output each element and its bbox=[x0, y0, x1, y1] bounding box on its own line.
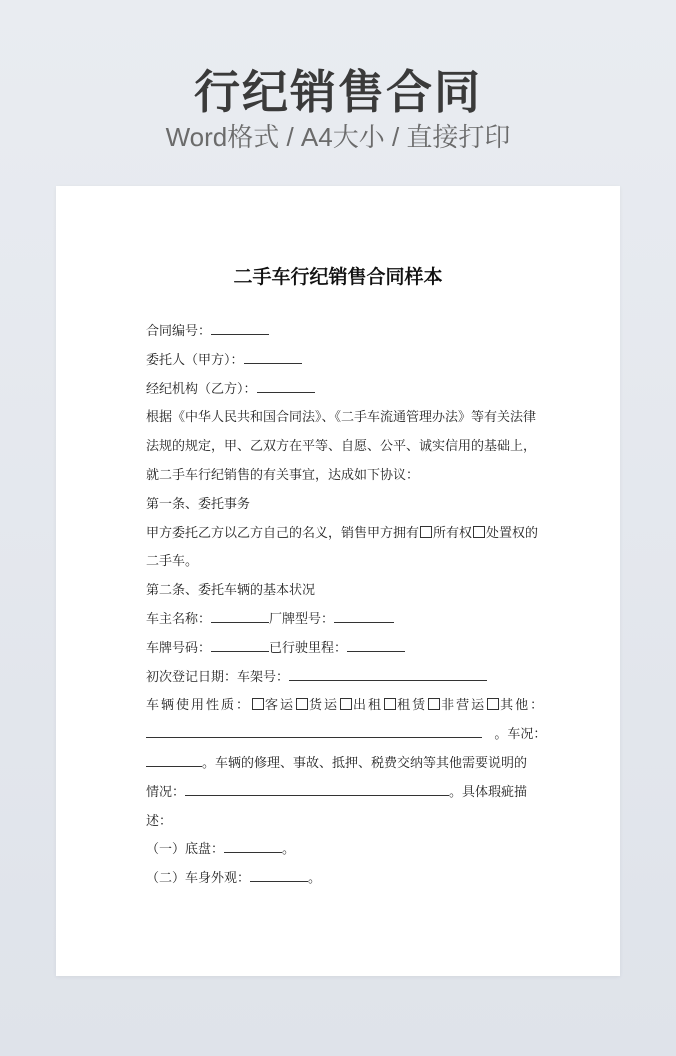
preamble-line-1: 根据《中华人民共和国合同法》、《二手车流通管理办法》等有关法律 bbox=[146, 410, 537, 426]
contract-no-label: 合同编号： bbox=[146, 324, 212, 339]
plate-line bbox=[146, 635, 536, 664]
usage-option-1: 客运 bbox=[265, 698, 296, 714]
plate-label: 车牌号码： bbox=[146, 640, 212, 656]
contract-no-field[interactable] bbox=[211, 320, 269, 335]
usage-other-field[interactable] bbox=[146, 723, 482, 738]
body-label: （二）车身外观： bbox=[146, 871, 251, 887]
chassis-period: 。 bbox=[282, 842, 296, 858]
plate-field[interactable] bbox=[211, 637, 269, 652]
article1-heading: 第一条、委托事务 bbox=[146, 496, 251, 512]
body-line bbox=[146, 865, 536, 894]
usage-checkbox-5[interactable] bbox=[428, 698, 440, 710]
usage-option-2: 货运 bbox=[309, 698, 340, 714]
document-title: 二手车行纪销售合同样本 bbox=[233, 266, 443, 288]
defects-label: 。具体瑕疵描 bbox=[449, 784, 528, 800]
article1-text-a: 甲方委托乙方以乙方自己的名义，销售甲方拥有 bbox=[146, 525, 420, 541]
ownership-label: 所有权 bbox=[433, 525, 473, 541]
chassis-line bbox=[146, 836, 536, 865]
preamble-line-2: 法规的规定，甲、乙双方在平等、自愿、公平、诚实信用的基础上， bbox=[146, 439, 537, 455]
situation-line bbox=[146, 779, 536, 808]
model-label: 厂牌型号： bbox=[269, 611, 335, 627]
preamble-line-3: 就二手车行纪销售的有关事宜，达成如下协议： bbox=[146, 467, 420, 483]
owner-field[interactable] bbox=[211, 608, 269, 623]
article1-text bbox=[146, 520, 539, 549]
condition-field[interactable] bbox=[146, 752, 202, 767]
usage-checkbox-1[interactable] bbox=[252, 698, 264, 710]
situation-label: 情况： bbox=[146, 784, 186, 800]
usage-option-4: 租赁 bbox=[397, 698, 428, 714]
body-period: 。 bbox=[308, 871, 322, 887]
ownership-checkbox[interactable] bbox=[420, 526, 432, 538]
usage-checkbox-3[interactable] bbox=[340, 698, 352, 710]
chassis-field[interactable] bbox=[224, 838, 282, 853]
repair-text: 。车辆的修理、事故、抵押、税费交纳等其他需要说明的 bbox=[202, 755, 528, 771]
usage-option-6: 其他： bbox=[500, 698, 546, 714]
hero-subtitle: Word格式 / A4大小 / 直接打印 bbox=[165, 122, 511, 152]
agency-field[interactable] bbox=[257, 378, 315, 393]
disposal-checkbox[interactable] bbox=[473, 526, 485, 538]
body-field[interactable] bbox=[250, 867, 308, 882]
situation-field[interactable] bbox=[185, 781, 449, 796]
usage-checkbox-2[interactable] bbox=[296, 698, 308, 710]
defects-line: 述： bbox=[146, 813, 173, 829]
mileage-field[interactable] bbox=[347, 637, 405, 652]
disposal-label: 处置权的 bbox=[486, 525, 539, 541]
usage-other-line bbox=[146, 721, 547, 750]
reg-date-line bbox=[146, 664, 536, 693]
owner-line bbox=[146, 606, 536, 635]
chassis-label: （一）底盘： bbox=[146, 842, 225, 858]
principal-label: 委托人（甲方）： bbox=[146, 352, 244, 368]
principal-line bbox=[146, 347, 536, 376]
usage-label: 车辆使用性质： bbox=[146, 698, 252, 714]
usage-line bbox=[146, 692, 546, 721]
agency-label: 经纪机构（乙方）： bbox=[146, 381, 257, 397]
condition-line bbox=[146, 750, 536, 779]
owner-label: 车主名称： bbox=[146, 611, 212, 627]
usage-option-5: 非营运 bbox=[441, 698, 487, 714]
hero-title: 行纪销售合同 bbox=[194, 65, 482, 119]
frame-label: 车架号： bbox=[237, 669, 290, 685]
agency-line bbox=[146, 376, 536, 405]
usage-checkbox-6[interactable] bbox=[487, 698, 499, 710]
reg-date-label: 初次登记日期： bbox=[146, 669, 238, 685]
document-body bbox=[146, 318, 547, 894]
usage-checkbox-4[interactable] bbox=[384, 698, 396, 710]
frame-field[interactable] bbox=[289, 666, 487, 681]
usage-option-3: 出租 bbox=[353, 698, 384, 714]
condition-label: 。车况： bbox=[494, 727, 547, 743]
document-page bbox=[56, 186, 620, 976]
mileage-label: 已行驶里程： bbox=[269, 640, 348, 656]
contract-no-line bbox=[146, 318, 536, 347]
article2-heading: 第二条、委托车辆的基本状况 bbox=[146, 583, 316, 599]
article1-text-end: 二手车。 bbox=[146, 554, 199, 570]
model-field[interactable] bbox=[334, 608, 394, 623]
principal-field[interactable] bbox=[244, 349, 302, 364]
